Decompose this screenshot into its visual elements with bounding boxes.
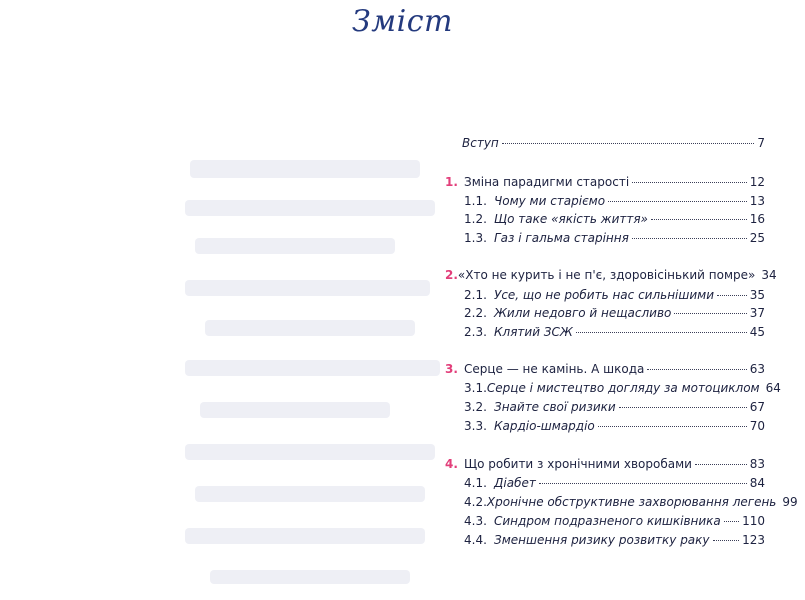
- section-number: 1.3.: [464, 231, 487, 245]
- leader-dots: [674, 313, 746, 314]
- page-number: 37: [749, 306, 765, 320]
- section-title: Що таке «якість життя»: [494, 212, 648, 226]
- leader-dots: [647, 369, 746, 370]
- chapter-number: 1.: [445, 175, 458, 189]
- section-number: 3.3.: [464, 419, 487, 433]
- section-title: Хронічне обструктивне захворювання легень: [486, 495, 777, 509]
- toc-chapter[interactable]: [445, 457, 765, 472]
- section-number: 4.1.: [464, 476, 487, 490]
- toc-section[interactable]: [464, 325, 765, 340]
- chapter-number: 4.: [445, 457, 458, 471]
- section-title: Клятий ЗСЖ: [494, 325, 573, 339]
- leader-dots: [576, 332, 747, 333]
- toc-chapter[interactable]: [445, 175, 765, 190]
- leader-dots: [598, 426, 747, 427]
- leader-dots: [619, 407, 747, 408]
- leader-dots: [651, 219, 747, 220]
- page-number: 123: [742, 533, 765, 547]
- chapter-title: Зміна парадигми старості: [464, 175, 630, 189]
- section-title: Кардіо-шмардіо: [494, 419, 595, 433]
- toc-section[interactable]: [464, 533, 765, 548]
- leader-dots: [632, 182, 747, 183]
- leader-dots: [539, 483, 747, 484]
- page-number: 70: [749, 419, 765, 433]
- page-number: 13: [749, 194, 765, 208]
- section-title: Жили недовго й нещасливо: [494, 306, 672, 320]
- leader-dots: [713, 540, 740, 541]
- toc-section[interactable]: [464, 231, 765, 246]
- toc-section[interactable]: [464, 212, 765, 227]
- section-title: Усе, що не робить нас сильнішими: [494, 288, 715, 302]
- toc-chapter[interactable]: [445, 268, 777, 283]
- page-number: 45: [749, 325, 765, 339]
- toc-chapter[interactable]: [445, 362, 765, 377]
- section-number: 2.2.: [464, 306, 487, 320]
- chapter-number: 2.: [445, 268, 458, 282]
- toc-section[interactable]: [464, 495, 798, 510]
- section-number: 2.3.: [464, 325, 487, 339]
- section-number: 4.4.: [464, 533, 487, 547]
- section-title: Газ і гальма старіння: [494, 231, 629, 245]
- section-number: 3.1.: [464, 381, 487, 395]
- page-number: 83: [749, 457, 765, 471]
- leader-dots: [608, 201, 747, 202]
- section-number: 1.1.: [464, 194, 487, 208]
- section-title: Синдром подразненого кишківника: [494, 514, 721, 528]
- page-number: 63: [749, 362, 765, 376]
- chapter-number: 3.: [445, 362, 458, 376]
- section-number: 2.1.: [464, 288, 487, 302]
- page-number: 16: [749, 212, 765, 226]
- leader-dots: [632, 238, 747, 239]
- section-number: 3.2.: [464, 400, 487, 414]
- toc-section[interactable]: [464, 288, 765, 303]
- toc-section[interactable]: [464, 476, 765, 491]
- leader-dots: [502, 143, 755, 144]
- toc-section[interactable]: [464, 419, 765, 434]
- leader-dots: [717, 295, 747, 296]
- section-title: Зменшення ризику розвитку раку: [494, 533, 710, 547]
- page-number: 34: [761, 268, 777, 282]
- page-number: 110: [742, 514, 765, 528]
- toc-section[interactable]: [464, 306, 765, 321]
- page-number: 7: [757, 136, 765, 150]
- page-number: 84: [749, 476, 765, 490]
- page-number: 12: [749, 175, 765, 189]
- page-number: 67: [749, 400, 765, 414]
- toc-section[interactable]: [464, 194, 765, 209]
- section-title: Знайте свої ризики: [494, 400, 616, 414]
- toc-intro[interactable]: [462, 136, 765, 151]
- section-number: 1.2.: [464, 212, 487, 226]
- leader-dots: [695, 464, 747, 465]
- toc-section[interactable]: [464, 381, 781, 396]
- toc-section[interactable]: [464, 514, 765, 529]
- section-number: 4.3.: [464, 514, 487, 528]
- section-number: 4.2.: [464, 495, 487, 509]
- section-title: Серце і мистецтво догляду за мотоциклом: [486, 381, 760, 395]
- section-title: Діабет: [494, 476, 536, 490]
- page-number: 64: [765, 381, 781, 395]
- page-number: 99: [782, 495, 798, 509]
- section-title: Чому ми старіємо: [494, 194, 606, 208]
- chapter-title: Що робити з хронічними хворобами: [464, 457, 692, 471]
- toc-section[interactable]: [464, 400, 765, 415]
- chapter-title: «Хто не курить і не п'є, здоровісінький помре»: [457, 268, 756, 282]
- chapter-title: Серце — не камінь. А шкода: [464, 362, 645, 376]
- leader-dots: [724, 521, 739, 522]
- page-number: 35: [749, 288, 765, 302]
- toc-intro-label: Вступ: [462, 136, 499, 150]
- page-number: 25: [749, 231, 765, 245]
- page-title: Зміст: [352, 4, 453, 39]
